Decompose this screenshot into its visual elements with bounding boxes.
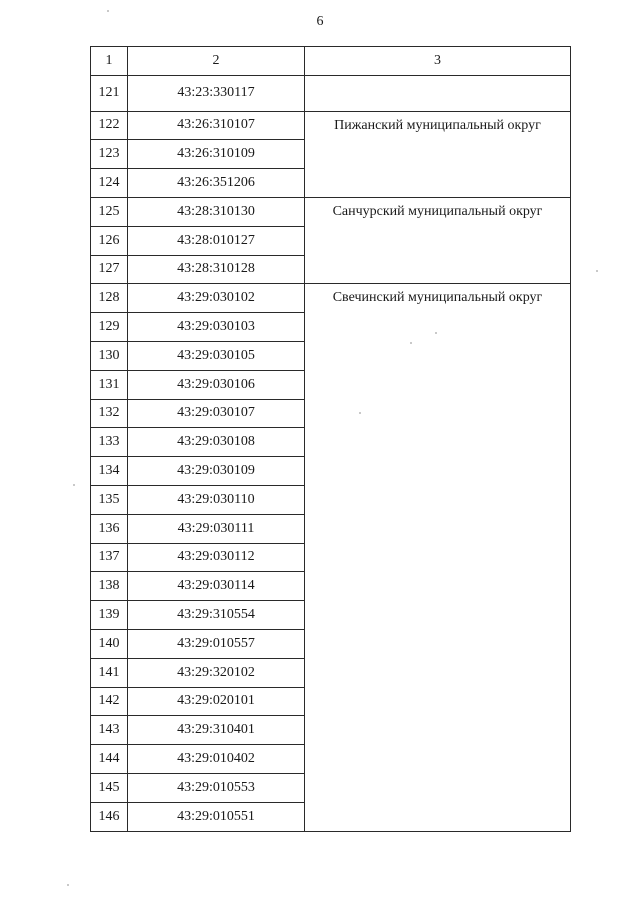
- row-number: 125: [91, 197, 128, 226]
- table-row: [91, 75, 571, 111]
- cadastral-code: 43:29:030103: [128, 313, 305, 342]
- row-number: 143: [91, 716, 128, 745]
- column-header-2: 2: [128, 47, 305, 76]
- cadastral-code: 43:26:310107: [128, 111, 305, 140]
- row-number: 127: [91, 255, 128, 284]
- row-number: 123: [91, 140, 128, 169]
- cadastral-code: 43:26:310109: [128, 140, 305, 169]
- cadastral-code: 43:29:030108: [128, 428, 305, 457]
- scan-speck: [596, 270, 598, 272]
- cadastral-code: 43:29:010553: [128, 773, 305, 802]
- district-pizhansky: Пижанский муниципальный округ: [305, 111, 571, 197]
- row-number: 144: [91, 745, 128, 774]
- scan-speck: [410, 342, 412, 344]
- cadastral-code: 43:29:030109: [128, 457, 305, 486]
- cadastral-code: 43:29:030107: [128, 399, 305, 428]
- scan-speck: [73, 484, 75, 486]
- cadastral-code: 43:29:030110: [128, 485, 305, 514]
- column-header-1: 1: [91, 47, 128, 76]
- cadastral-code: 43:29:320102: [128, 658, 305, 687]
- row-number: 131: [91, 370, 128, 399]
- row-number: 126: [91, 226, 128, 255]
- row-number: 141: [91, 658, 128, 687]
- table-row: [91, 111, 571, 140]
- row-number: 139: [91, 601, 128, 630]
- cadastral-code: 43:29:030106: [128, 370, 305, 399]
- cadastral-code: 43:29:030102: [128, 284, 305, 313]
- row-number: 140: [91, 629, 128, 658]
- row-number: 142: [91, 687, 128, 716]
- cadastral-code: 43:29:030114: [128, 572, 305, 601]
- row-number: 133: [91, 428, 128, 457]
- scan-speck: [67, 884, 69, 886]
- table-row: [91, 284, 571, 313]
- cadastral-table: [90, 46, 571, 832]
- row-number: 146: [91, 802, 128, 831]
- row-number: 138: [91, 572, 128, 601]
- cadastral-code: 43:29:030111: [128, 514, 305, 543]
- scan-speck: [107, 10, 109, 12]
- cadastral-code: 43:28:310128: [128, 255, 305, 284]
- district-sanchursky: Санчурский муниципальный округ: [305, 197, 571, 283]
- cadastral-code: 43:28:010127: [128, 226, 305, 255]
- cadastral-code: 43:29:010402: [128, 745, 305, 774]
- table-row: [91, 197, 571, 226]
- row-number: 137: [91, 543, 128, 572]
- row-number: 132: [91, 399, 128, 428]
- cadastral-code: 43:29:310554: [128, 601, 305, 630]
- row-number: 130: [91, 341, 128, 370]
- row-number: 145: [91, 773, 128, 802]
- column-header-3: 3: [305, 47, 571, 76]
- row-number: 124: [91, 169, 128, 198]
- row-number: 129: [91, 313, 128, 342]
- page-number: 6: [316, 14, 324, 29]
- cadastral-code: 43:28:310130: [128, 197, 305, 226]
- table-header-row: [91, 47, 571, 76]
- row-number: 122: [91, 111, 128, 140]
- row-number: 128: [91, 284, 128, 313]
- row-number: 134: [91, 457, 128, 486]
- cadastral-code: 43:29:310401: [128, 716, 305, 745]
- cadastral-code: 43:29:010557: [128, 629, 305, 658]
- row-number: 136: [91, 514, 128, 543]
- row-number: 135: [91, 485, 128, 514]
- row-number: 121: [91, 75, 128, 111]
- district-cell-empty: [305, 75, 571, 111]
- cadastral-code: 43:23:330117: [128, 75, 305, 111]
- scan-speck: [359, 412, 361, 414]
- cadastral-code: 43:29:030105: [128, 341, 305, 370]
- cadastral-code: 43:26:351206: [128, 169, 305, 198]
- scan-speck: [435, 332, 437, 334]
- district-svechinsky: Свечинский муниципальный округ: [305, 284, 571, 831]
- cadastral-code: 43:29:020101: [128, 687, 305, 716]
- cadastral-code: 43:29:030112: [128, 543, 305, 572]
- cadastral-code: 43:29:010551: [128, 802, 305, 831]
